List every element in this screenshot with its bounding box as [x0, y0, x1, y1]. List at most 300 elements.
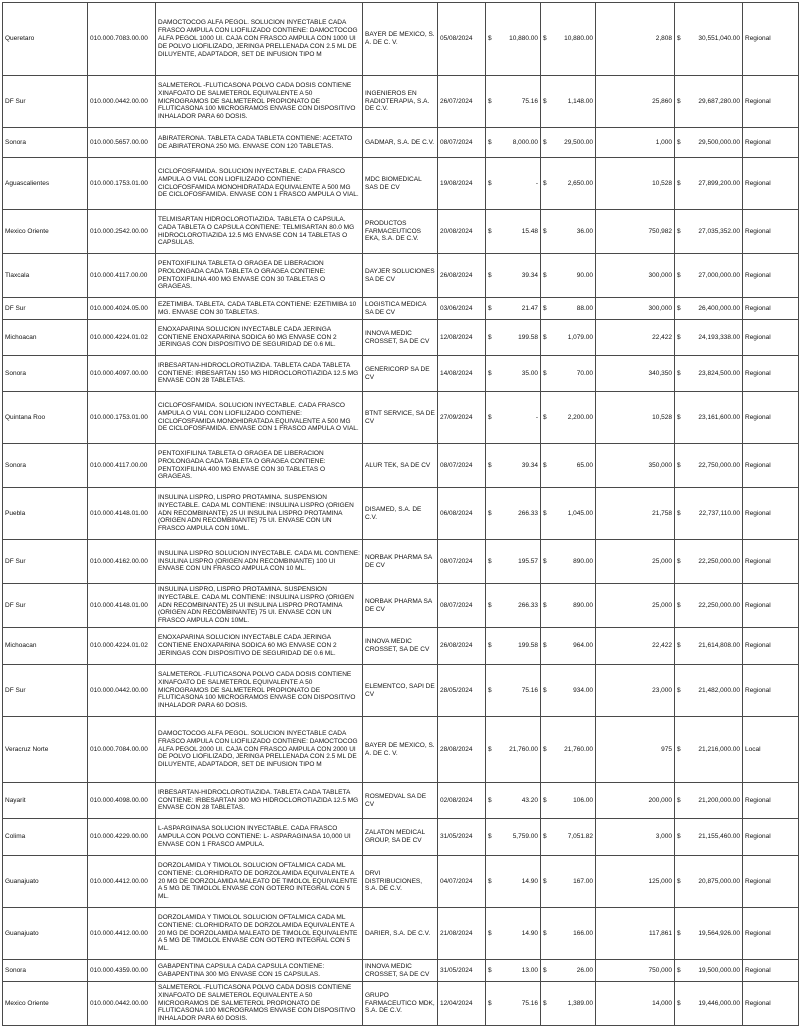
currency-symbol: $ — [675, 76, 683, 128]
supplier-cell: ROSMEDVAL SA DE CV — [363, 783, 438, 819]
currency-symbol: $ — [486, 254, 494, 298]
currency-symbol: $ — [486, 128, 494, 158]
currency-symbol: $ — [486, 356, 494, 392]
type-cell: Regional — [743, 783, 799, 819]
currency-symbol: $ — [541, 628, 549, 665]
quantity-cell: 22,422 — [596, 320, 675, 356]
date-cell: 08/07/2024 — [438, 444, 486, 488]
supplier-cell: NORBAK PHARMA SA DE CV — [363, 584, 438, 628]
type-cell: Regional — [743, 76, 799, 128]
max-price-cell: 166.00 — [549, 908, 596, 960]
currency-symbol: $ — [541, 320, 549, 356]
unit-price-cell: 75.16 — [494, 982, 541, 1026]
max-price-cell: 964.00 — [549, 628, 596, 665]
unit-price-cell: 39.34 — [494, 444, 541, 488]
state-cell: Quintana Roo — [3, 392, 88, 444]
currency-symbol: $ — [486, 76, 494, 128]
supplier-cell: LOGISTICA MEDICA SA DE CV — [363, 298, 438, 320]
quantity-cell: 350,000 — [596, 444, 675, 488]
type-cell: Regional — [743, 908, 799, 960]
supplier-cell: GADMAR, S.A. DE C.V. — [363, 128, 438, 158]
description-cell: CICLOFOSFAMIDA. SOLUCION INYECTABLE. CADA FRASCO AMPULA O VIAL CON LIOFILIZADO CONTIENE: CICLOFOSFAMIDA MONOHIDRATADA EQUIVALENTE A 500 MG DE CICLOFOSFAMIDA. ENVASE CON 1 FRASCO AMPULA O VIAL. — [156, 158, 363, 210]
state-cell: Michoacan — [3, 628, 88, 665]
currency-symbol: $ — [541, 856, 549, 908]
currency-symbol: $ — [486, 3, 494, 76]
currency-symbol: $ — [541, 908, 549, 960]
table-row — [3, 320, 799, 356]
code-cell: 010.000.0442.00.00 — [88, 982, 156, 1026]
code-cell: 010.000.1753.01.00 — [88, 392, 156, 444]
date-cell: 03/06/2024 — [438, 298, 486, 320]
code-cell: 010.000.4412.00.00 — [88, 908, 156, 960]
type-cell: Regional — [743, 210, 799, 254]
date-cell: 26/08/2024 — [438, 628, 486, 665]
code-cell: 010.000.4097.00.00 — [88, 356, 156, 392]
description-cell: PENTOXIFILINA TABLETA O GRAGEA DE LIBERACION PROLONGADA CADA TABLETA O GRAGEA CONTIENE: PENTOXIFILINA 400 MG ENVASE CON 30 TABLETAS O GRAGEAS. — [156, 444, 363, 488]
state-cell: DF Sur — [3, 298, 88, 320]
currency-symbol: $ — [675, 717, 683, 783]
max-price-cell: 106.00 — [549, 783, 596, 819]
unit-price-cell: 199.58 — [494, 320, 541, 356]
currency-symbol: $ — [675, 783, 683, 819]
code-cell: 010.000.4229.00.00 — [88, 819, 156, 856]
max-price-cell: 10,880.00 — [549, 3, 596, 76]
type-cell: Regional — [743, 856, 799, 908]
type-cell: Regional — [743, 982, 799, 1026]
type-cell: Local — [743, 717, 799, 783]
code-cell: 010.000.4098.00.00 — [88, 783, 156, 819]
supplier-cell: ALUR TEK, SA DE CV — [363, 444, 438, 488]
total-cell: 22,750,000.00 — [683, 444, 743, 488]
state-cell: Sonora — [3, 444, 88, 488]
currency-symbol: $ — [675, 584, 683, 628]
description-cell: ABIRATERONA. TABLETA CADA TABLETA CONTIENE: ACETATO DE ABIRATERONA 250 MG. ENVASE CON 120 TABLETAS. — [156, 128, 363, 158]
total-cell: 29,500,000.00 — [683, 128, 743, 158]
currency-symbol: $ — [675, 320, 683, 356]
description-cell: DAMOCTOCOG ALFA PEGOL. SOLUCION INYECTABLE CADA FRASCO AMPULA CON LIOFILIZADO CONTIENE: DAMOCTOCOG ALFA PEGOL 2000 UI. CAJA CON FRASCO AMPULA CON 2000 UI DE POLVO LIOFILIZADO, JERINGA PRELLENADA CON 2.5 ML DE DILUYENTE, ADAPTADOR, SET DE INFUSION TIPO M — [156, 717, 363, 783]
type-cell: Regional — [743, 584, 799, 628]
currency-symbol: $ — [675, 3, 683, 76]
currency-symbol: $ — [675, 540, 683, 584]
date-cell: 12/08/2024 — [438, 320, 486, 356]
state-cell: Colima — [3, 819, 88, 856]
supplier-cell: BAYER DE MEXICO, S. A. DE C. V. — [363, 717, 438, 783]
currency-symbol: $ — [486, 628, 494, 665]
total-cell: 22,737,110.00 — [683, 488, 743, 540]
unit-price-cell: - — [494, 158, 541, 210]
currency-symbol: $ — [486, 444, 494, 488]
date-cell: 28/08/2024 — [438, 717, 486, 783]
supplier-cell: ZALATON MEDICAL GROUP, SA DE CV — [363, 819, 438, 856]
total-cell: 23,161,600.00 — [683, 392, 743, 444]
max-price-cell: 7,051.82 — [549, 819, 596, 856]
currency-symbol: $ — [541, 717, 549, 783]
type-cell: Regional — [743, 665, 799, 717]
total-cell: 21,200,000.00 — [683, 783, 743, 819]
max-price-cell: 1,079.00 — [549, 320, 596, 356]
date-cell: 26/08/2024 — [438, 254, 486, 298]
unit-price-cell: 13.00 — [494, 960, 541, 982]
type-cell: Regional — [743, 254, 799, 298]
currency-symbol: $ — [486, 320, 494, 356]
currency-symbol: $ — [541, 960, 549, 982]
table-row — [3, 128, 799, 158]
total-cell: 22,250,000.00 — [683, 584, 743, 628]
unit-price-cell: 15.48 — [494, 210, 541, 254]
supplier-cell: INGENIEROS EN RADIOTERAPIA, S.A. DE C.V. — [363, 76, 438, 128]
currency-symbol: $ — [486, 982, 494, 1026]
state-cell: Michoacan — [3, 320, 88, 356]
code-cell: 010.000.2542.00.00 — [88, 210, 156, 254]
quantity-cell: 1,000 — [596, 128, 675, 158]
supplier-cell: INNOVA MEDIC CROSSET, SA DE CV — [363, 960, 438, 982]
state-cell: Guanajuato — [3, 856, 88, 908]
type-cell: Regional — [743, 298, 799, 320]
quantity-cell: 125,000 — [596, 856, 675, 908]
unit-price-cell: 266.33 — [494, 584, 541, 628]
description-cell: EZETIMIBA. TABLETA. CADA TABLETA CONTIENE: EZETIMIBA 10 MG. ENVASE CON 30 TABLETAS. — [156, 298, 363, 320]
description-cell: ENOXAPARINA SOLUCION INYECTABLE CADA JERINGA CONTIENE ENOXAPARINA SODICA 60 MG ENVASE CON 2 JERINGAS CON DISPOSITIVO DE SEGURIDAD DE 0.6 ML. — [156, 320, 363, 356]
quantity-cell: 14,000 — [596, 982, 675, 1026]
date-cell: 21/08/2024 — [438, 908, 486, 960]
type-cell: Regional — [743, 540, 799, 584]
currency-symbol: $ — [486, 908, 494, 960]
supplier-cell: DISAMED, S.A. DE C.V. — [363, 488, 438, 540]
type-cell: Regional — [743, 444, 799, 488]
table-row — [3, 665, 799, 717]
currency-symbol: $ — [541, 158, 549, 210]
quantity-cell: 2,808 — [596, 3, 675, 76]
description-cell: INSULINA LISPRO, LISPRO PROTAMINA. SUSPENSION INYECTABLE. CADA ML CONTIENE: INSULINA LISPRO (ORIGEN ADN RECOMBINANTE) 25 UI INSULINA LISPRO PROTAMINA (ORIGEN ADN RECOMBINANTE) 75 UI. ENVASE CON UN FRASCO AMPULA CON 10ML. — [156, 584, 363, 628]
table-row — [3, 540, 799, 584]
state-cell: Tlaxcala — [3, 254, 88, 298]
currency-symbol: $ — [675, 488, 683, 540]
currency-symbol: $ — [541, 819, 549, 856]
state-cell: Puebla — [3, 488, 88, 540]
currency-symbol: $ — [675, 982, 683, 1026]
currency-symbol: $ — [675, 254, 683, 298]
description-cell: ENOXAPARINA SOLUCION INYECTABLE CADA JERINGA CONTIENE ENOXAPARINA SODICA 60 MG ENVASE CON 2 JERINGAS CON DISPOSITIVO DE SEGURIDAD DE 0.6 ML. — [156, 628, 363, 665]
unit-price-cell: 75.16 — [494, 76, 541, 128]
table-row — [3, 628, 799, 665]
supplier-cell: ELEMENTCO, SAPI DE CV — [363, 665, 438, 717]
currency-symbol: $ — [675, 960, 683, 982]
currency-symbol: $ — [486, 960, 494, 982]
supplier-cell: NORBAK PHARMA SA DE CV — [363, 540, 438, 584]
date-cell: 19/08/2024 — [438, 158, 486, 210]
description-cell: PENTOXIFILINA TABLETA O GRAGEA DE LIBERACION PROLONGADA CADA TABLETA O GRAGEA CONTIENE: PENTOXIFILINA 400 MG ENVASE CON 30 TABLETAS O GRAGEAS. — [156, 254, 363, 298]
code-cell: 010.000.5657.00.00 — [88, 128, 156, 158]
table-row — [3, 444, 799, 488]
total-cell: 21,216,000.00 — [683, 717, 743, 783]
date-cell: 28/05/2024 — [438, 665, 486, 717]
description-cell: INSULINA LISPRO, LISPRO PROTAMINA. SUSPENSION INYECTABLE. CADA ML CONTIENE: INSULINA LISPRO (ORIGEN ADN RECOMBINANTE) 25 UI INSULINA LISPRO PROTAMINA (ORIGEN ADN RECOMBINANTE) 75 UI. ENVASE CON UN FRASCO AMPULA CON 10ML. — [156, 488, 363, 540]
code-cell: 010.000.4148.01.00 — [88, 488, 156, 540]
date-cell: 26/07/2024 — [438, 76, 486, 128]
table-row — [3, 76, 799, 128]
total-cell: 19,500,000.00 — [683, 960, 743, 982]
supplier-cell: GRUPO FARMACEUTICO MDK, S.A. DE C.V. — [363, 982, 438, 1026]
currency-symbol: $ — [675, 444, 683, 488]
state-cell: Queretaro — [3, 3, 88, 76]
date-cell: 20/08/2024 — [438, 210, 486, 254]
description-cell: DORZOLAMIDA Y TIMOLOL SOLUCION OFTALMICA CADA ML CONTIENE: CLORHIDRATO DE DORZOLAMIDA EQUIVALENTE A 20 MG DE DORZOLAMIDA MALEATO DE TIMOLOL EQUIVALENTE A 5 MG DE TIMOLOL ENVASE CON GOTERO INTEGRAL CON 5 ML. — [156, 908, 363, 960]
currency-symbol: $ — [541, 665, 549, 717]
currency-symbol: $ — [541, 356, 549, 392]
code-cell: 010.000.0442.00.00 — [88, 76, 156, 128]
table-row — [3, 908, 799, 960]
table-row — [3, 254, 799, 298]
supplier-cell: MDC BIOMEDICAL SAS DE CV — [363, 158, 438, 210]
unit-price-cell: - — [494, 392, 541, 444]
currency-symbol: $ — [486, 298, 494, 320]
description-cell: DAMOCTOCOG ALFA PEGOL. SOLUCION INYECTABLE CADA FRASCO AMPULA CON LIOFILIZADO CONTIENE: DAMOCTOCOG ALFA PEGOL 1000 UI. CAJA CON FRASCO AMPULA CON 1000 UI DE POLVO LIOFILIZADO, JERINGA PRELLENADA CON 2.5 ML DE DILUYENTE, ADAPTADOR, SET DE INFUSION TIPO M — [156, 3, 363, 76]
currency-symbol: $ — [486, 540, 494, 584]
date-cell: 12/04/2024 — [438, 982, 486, 1026]
quantity-cell: 10,528 — [596, 392, 675, 444]
total-cell: 19,564,926.00 — [683, 908, 743, 960]
quantity-cell: 750,982 — [596, 210, 675, 254]
currency-symbol: $ — [541, 584, 549, 628]
unit-price-cell: 5,759.00 — [494, 819, 541, 856]
supplier-cell: DRVI DISTRIBUCIONES, S.A. DE C.V. — [363, 856, 438, 908]
date-cell: 08/07/2024 — [438, 584, 486, 628]
total-cell: 22,250,000.00 — [683, 540, 743, 584]
total-cell: 21,155,460.00 — [683, 819, 743, 856]
currency-symbol: $ — [675, 356, 683, 392]
quantity-cell: 750,000 — [596, 960, 675, 982]
currency-symbol: $ — [675, 392, 683, 444]
max-price-cell: 90.00 — [549, 254, 596, 298]
state-cell: Nayarit — [3, 783, 88, 819]
date-cell: 14/08/2024 — [438, 356, 486, 392]
code-cell: 010.000.7084.00.00 — [88, 717, 156, 783]
quantity-cell: 10,528 — [596, 158, 675, 210]
currency-symbol: $ — [541, 210, 549, 254]
max-price-cell: 29,500.00 — [549, 128, 596, 158]
table-row — [3, 392, 799, 444]
unit-price-cell: 195.57 — [494, 540, 541, 584]
description-cell: IRBESARTAN-HIDROCLOROTIAZIDA. TABLETA CADA TABLETA CONTIENE: IRBESARTAN 150 MG HIDROCLOROTIAZIDA 12.5 MG ENVASE CON 28 TABLETAS. — [156, 356, 363, 392]
currency-symbol: $ — [675, 908, 683, 960]
total-cell: 21,482,000.00 — [683, 665, 743, 717]
quantity-cell: 117,861 — [596, 908, 675, 960]
currency-symbol: $ — [541, 783, 549, 819]
date-cell: 02/08/2024 — [438, 783, 486, 819]
date-cell: 04/07/2024 — [438, 856, 486, 908]
supplier-cell: PRODUCTOS FARMACEUTICOS EKA, S.A. DE C.V. — [363, 210, 438, 254]
table-row — [3, 158, 799, 210]
unit-price-cell: 75.16 — [494, 665, 541, 717]
code-cell: 010.000.0442.00.00 — [88, 665, 156, 717]
quantity-cell: 25,000 — [596, 540, 675, 584]
currency-symbol: $ — [541, 298, 549, 320]
type-cell: Regional — [743, 320, 799, 356]
supplier-cell: DAYJER SOLUCIONES SA DE CV — [363, 254, 438, 298]
description-cell: SALMETEROL -FLUTICASONA POLVO CADA DOSIS CONTIENE XINAFOATO DE SALMETEROL EQUIVALENTE A 50 MICROGRAMOS DE SALMETEROL PROPIONATO DE FLUTICASONA 100 MICROGRAMOS ENVASE CON DISPOSITIVO INHALADOR PARA 60 DOSIS. — [156, 665, 363, 717]
supplier-cell: DARIER, S.A. DE C.V. — [363, 908, 438, 960]
currency-symbol: $ — [486, 488, 494, 540]
type-cell: Regional — [743, 392, 799, 444]
total-cell: 27,035,352.00 — [683, 210, 743, 254]
total-cell: 27,899,200.00 — [683, 158, 743, 210]
supplier-cell: BTNT SERVICE, SA DE CV — [363, 392, 438, 444]
table-row — [3, 856, 799, 908]
description-cell: SALMETEROL -FLUTICASONA POLVO CADA DOSIS CONTIENE XINAFOATO DE SALMETEROL EQUIVALENTE A 50 MICROGRAMOS DE SALMETEROL PROPIONATO DE FLUTICASONA 100 MICROGRAMOS ENVASE CON DISPOSITIVO INHALADOR PARA 60 DOSIS. — [156, 982, 363, 1026]
code-cell: 010.000.7083.00.00 — [88, 3, 156, 76]
currency-symbol: $ — [486, 665, 494, 717]
total-cell: 29,687,280.00 — [683, 76, 743, 128]
quantity-cell: 25,860 — [596, 76, 675, 128]
unit-price-cell: 266.33 — [494, 488, 541, 540]
currency-symbol: $ — [541, 128, 549, 158]
max-price-cell: 934.00 — [549, 665, 596, 717]
max-price-cell: 167.00 — [549, 856, 596, 908]
description-cell: DORZOLAMIDA Y TIMOLOL SOLUCION OFTALMICA CADA ML CONTIENE: CLORHIDRATO DE DORZOLAMIDA EQUIVALENTE A 20 MG DE DORZOLAMIDA MALEATO DE TIMOLOL EQUIVALENTE A 5 MG DE TIMOLOL ENVASE CON GOTERO INTEGRAL CON 5 ML. — [156, 856, 363, 908]
currency-symbol: $ — [486, 717, 494, 783]
quantity-cell: 23,000 — [596, 665, 675, 717]
state-cell: Mexico Oriente — [3, 982, 88, 1026]
unit-price-cell: 35.00 — [494, 356, 541, 392]
currency-symbol: $ — [675, 158, 683, 210]
state-cell: Sonora — [3, 960, 88, 982]
total-cell: 23,824,500.00 — [683, 356, 743, 392]
quantity-cell: 22,422 — [596, 628, 675, 665]
date-cell: 27/09/2024 — [438, 392, 486, 444]
table-row — [3, 960, 799, 982]
description-cell: INSULINA LISPRO SOLUCION INYECTABLE. CADA ML CONTIENE: INSULINA LISPRO (ORIGEN ADN RECOMBINANTE) 100 UI ENVASE CON UN FRASCO AMPULA CON 10 ML. — [156, 540, 363, 584]
currency-symbol: $ — [486, 392, 494, 444]
state-cell: Sonora — [3, 128, 88, 158]
state-cell: Sonora — [3, 356, 88, 392]
unit-price-cell: 14.90 — [494, 908, 541, 960]
total-cell: 30,551,040.00 — [683, 3, 743, 76]
unit-price-cell: 39.34 — [494, 254, 541, 298]
unit-price-cell: 43.20 — [494, 783, 541, 819]
max-price-cell: 36.00 — [549, 210, 596, 254]
currency-symbol: $ — [675, 128, 683, 158]
table-row — [3, 488, 799, 540]
currency-symbol: $ — [486, 210, 494, 254]
max-price-cell: 21,760.00 — [549, 717, 596, 783]
currency-symbol: $ — [541, 444, 549, 488]
description-cell: CICLOFOSFAMIDA. SOLUCION INYECTABLE. CADA FRASCO AMPULA O VIAL CON LIOFILIZADO CONTIENE: CICLOFOSFAMIDA MONOHIDRATADA EQUIVALENTE A 500 MG DE CICLOFOSFAMIDA. ENVASE CON 1 FRASCO AMPULA O VIAL. — [156, 392, 363, 444]
description-cell: SALMETEROL -FLUTICASONA POLVO CADA DOSIS CONTIENE XINAFOATO DE SALMETEROL EQUIVALENTE A 50 MICROGRAMOS DE SALMETEROL PROPIONATO DE FLUTICASONA 100 MICROGRAMOS ENVASE CON DISPOSITIVO INHALADOR PARA 60 DOSIS. — [156, 76, 363, 128]
currency-symbol: $ — [675, 665, 683, 717]
currency-symbol: $ — [675, 210, 683, 254]
date-cell: 06/08/2024 — [438, 488, 486, 540]
max-price-cell: 2,650.00 — [549, 158, 596, 210]
procurement-table — [2, 2, 799, 1026]
description-cell: TELMISARTAN HIDROCLOROTIAZIDA. TABLETA O CAPSULA. CADA TABLETA O CAPSULA CONTIENE: TELMISARTAN 80.0 MG HIDROCLOROTIAZIDA 12.5 MG ENVASE CON 14 TABLETAS O CAPSULAS. — [156, 210, 363, 254]
state-cell: Aguascalientes — [3, 158, 88, 210]
total-cell: 21,614,808.00 — [683, 628, 743, 665]
unit-price-cell: 21,760.00 — [494, 717, 541, 783]
quantity-cell: 25,000 — [596, 584, 675, 628]
table-row — [3, 717, 799, 783]
currency-symbol: $ — [486, 584, 494, 628]
state-cell: DF Sur — [3, 540, 88, 584]
type-cell: Regional — [743, 819, 799, 856]
code-cell: 010.000.4162.00.00 — [88, 540, 156, 584]
date-cell: 08/07/2024 — [438, 540, 486, 584]
max-price-cell: 26.00 — [549, 960, 596, 982]
supplier-cell: BAYER DE MEXICO, S. A. DE C. V. — [363, 3, 438, 76]
currency-symbol: $ — [675, 628, 683, 665]
quantity-cell: 21,758 — [596, 488, 675, 540]
code-cell: 010.000.4024.05.00 — [88, 298, 156, 320]
description-cell: IRBESARTAN-HIDROCLOROTIAZIDA. TABLETA CADA TABLETA CONTIENE: IRBESARTAN 300 MG HIDROCLOROTIAZIDA 12.5 MG ENVASE CON 28 TABLETAS. — [156, 783, 363, 819]
type-cell: Regional — [743, 158, 799, 210]
date-cell: 31/05/2024 — [438, 819, 486, 856]
unit-price-cell: 199.58 — [494, 628, 541, 665]
code-cell: 010.000.4224.01.02 — [88, 628, 156, 665]
currency-symbol: $ — [675, 819, 683, 856]
code-cell: 010.000.4224.01.02 — [88, 320, 156, 356]
total-cell: 19,446,000.00 — [683, 982, 743, 1026]
code-cell: 010.000.4359.00.00 — [88, 960, 156, 982]
quantity-cell: 300,000 — [596, 254, 675, 298]
table-body — [3, 3, 799, 1026]
code-cell: 010.000.4117.00.00 — [88, 444, 156, 488]
type-cell: Regional — [743, 128, 799, 158]
currency-symbol: $ — [541, 3, 549, 76]
type-cell: Regional — [743, 960, 799, 982]
description-cell: L-ASPARGINASA SOLUCION INYECTABLE. CADA FRASCO AMPULA CON POLVO CONTIENE: L- ASPARAGINASA 10,000 UI ENVASE CON 1 FRASCO AMPULA. — [156, 819, 363, 856]
unit-price-cell: 21.47 — [494, 298, 541, 320]
supplier-cell: INNOVA MEDIC CROSSET, SA DE CV — [363, 628, 438, 665]
max-price-cell: 88.00 — [549, 298, 596, 320]
unit-price-cell: 10,880.00 — [494, 3, 541, 76]
max-price-cell: 890.00 — [549, 584, 596, 628]
table-row — [3, 783, 799, 819]
table-row — [3, 356, 799, 392]
total-cell: 26,400,000.00 — [683, 298, 743, 320]
max-price-cell: 1,389.00 — [549, 982, 596, 1026]
date-cell: 31/05/2024 — [438, 960, 486, 982]
state-cell: DF Sur — [3, 76, 88, 128]
currency-symbol: $ — [486, 819, 494, 856]
code-cell: 010.000.4117.00.00 — [88, 254, 156, 298]
table-row — [3, 584, 799, 628]
table-row — [3, 3, 799, 76]
currency-symbol: $ — [486, 158, 494, 210]
currency-symbol: $ — [486, 783, 494, 819]
supplier-cell: GENERICORP SA DE CV — [363, 356, 438, 392]
unit-price-cell: 8,000.00 — [494, 128, 541, 158]
table-row — [3, 298, 799, 320]
quantity-cell: 200,000 — [596, 783, 675, 819]
code-cell: 010.000.1753.01.00 — [88, 158, 156, 210]
table-row — [3, 210, 799, 254]
table-row — [3, 819, 799, 856]
quantity-cell: 340,350 — [596, 356, 675, 392]
currency-symbol: $ — [486, 856, 494, 908]
date-cell: 05/08/2024 — [438, 3, 486, 76]
unit-price-cell: 14.90 — [494, 856, 541, 908]
currency-symbol: $ — [541, 254, 549, 298]
total-cell: 20,875,000.00 — [683, 856, 743, 908]
state-cell: DF Sur — [3, 584, 88, 628]
table-row — [3, 982, 799, 1026]
total-cell: 27,000,000.00 — [683, 254, 743, 298]
description-cell: GABAPENTINA CAPSULA CADA CAPSULA CONTIENE: GABAPENTINA 300 MG ENVASE CON 15 CAPSULAS. — [156, 960, 363, 982]
currency-symbol: $ — [541, 982, 549, 1026]
currency-symbol: $ — [541, 540, 549, 584]
type-cell: Regional — [743, 3, 799, 76]
state-cell: Mexico Oriente — [3, 210, 88, 254]
quantity-cell: 975 — [596, 717, 675, 783]
